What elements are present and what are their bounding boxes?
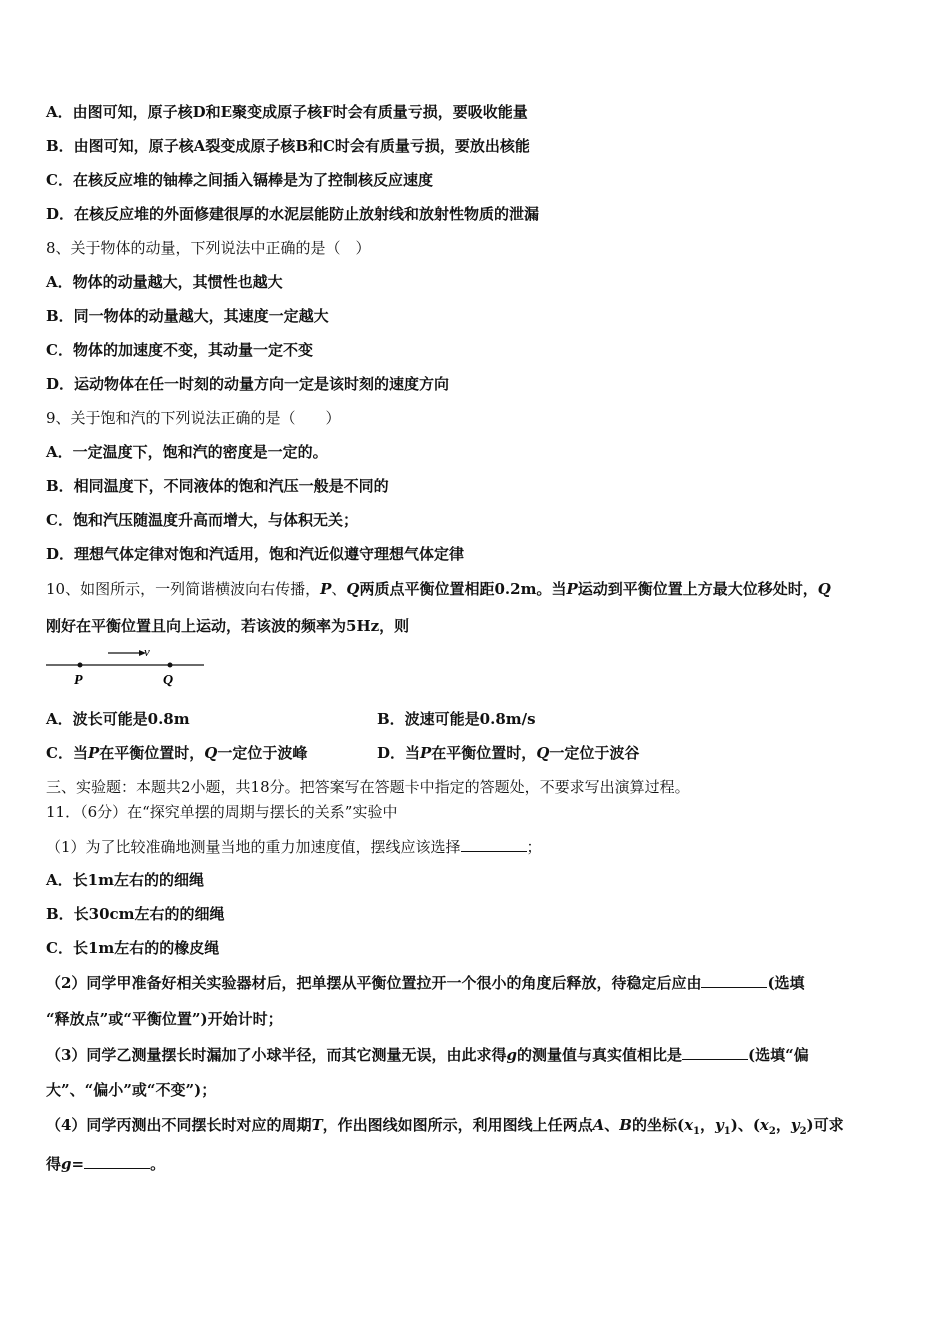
- q10-c-part3: 一定位于波峰: [217, 744, 308, 762]
- point-q-label: Q: [163, 673, 174, 688]
- q11-part1-end: ；: [526, 838, 542, 856]
- section-3-heading: 三、实验题：本题共2小题，共18分。把答案写在答题卡中指定的答题处，不要求写出演算过程。: [46, 778, 690, 796]
- q11-g-symbol: g: [506, 1046, 517, 1064]
- q11-x2-sub: 2: [768, 1126, 776, 1137]
- q11-point-a: A: [592, 1116, 605, 1134]
- q10-d-part1: D．当: [377, 744, 421, 762]
- q10-d-part2: 在平衡位置时，: [431, 744, 537, 762]
- q11-part3-choice: (选填“偏: [747, 1046, 809, 1064]
- q11-y1-sub: 1: [723, 1126, 731, 1137]
- q10-option-b: B．波速可能是0.8m/s: [377, 710, 536, 728]
- q7-option-d: D．在核反应堆的外面修建很厚的水泥层能防止放射线和放射性物质的泄漏: [46, 205, 540, 223]
- q11-option-a: A．长1m左右的的细绳: [46, 871, 204, 889]
- q10-p-label: P: [320, 580, 332, 598]
- q11-x1: x: [684, 1116, 694, 1134]
- answer-blank-3: [682, 1043, 748, 1060]
- q11-x2: x: [759, 1116, 769, 1134]
- point-p-dot: [78, 663, 83, 668]
- q10-d-part3: 一定位于波谷: [549, 744, 640, 762]
- q11-part4-text3: 的坐标(: [631, 1116, 685, 1134]
- q10-stem-line2: 刚好在平衡位置且向上运动，若该波的频率为5Hz，则: [46, 617, 410, 635]
- q11-y1: y: [715, 1116, 724, 1134]
- q10-c-part1: C．当: [46, 744, 88, 762]
- q10-stem-part1: 10、如图所示，一列简谐横波向右传播，: [46, 580, 321, 598]
- q11-point-b: B: [619, 1116, 632, 1134]
- q9-option-d: D．理想气体定律对饱和汽适用，饱和汽近似遵守理想气体定律: [46, 545, 465, 563]
- q11-comma-1: ，: [700, 1116, 716, 1134]
- q9-option-c: C．饱和汽压随温度升高而增大，与体积无关；: [46, 511, 358, 529]
- q11-dun: 、: [604, 1116, 620, 1134]
- q10-d-q: Q: [536, 744, 550, 762]
- q8-option-d: D．运动物体在任一时刻的动量方向一定是该时刻的速度方向: [46, 375, 450, 393]
- q9-stem: 9、关于饱和汽的下列说法正确的是（ ）: [46, 409, 341, 427]
- q8-option-a: A．物体的动量越大，其惯性也越大: [46, 273, 283, 291]
- q7-option-c: C．在核反应堆的铀棒之间插入镉棒是为了控制核反应速度: [46, 171, 433, 189]
- q7-option-a: A．由图可知，原子核D和E聚变成原子核F时会有质量亏损，要吸收能量: [46, 103, 528, 121]
- q11-g-equals: g=: [61, 1155, 85, 1173]
- q10-q-label-2: Q: [817, 580, 831, 598]
- point-q-dot: [168, 663, 173, 668]
- q11-part1: [46, 835, 542, 858]
- q9-option-a: A．一定温度下，饱和汽的密度是一定的。: [46, 443, 328, 461]
- q11-part2-line1: [46, 971, 805, 994]
- q11-part4-text4: )、(: [730, 1116, 760, 1134]
- q11-y2-sub: 2: [799, 1126, 807, 1137]
- q10-dun: 、: [331, 580, 347, 598]
- q10-stem-line1: [46, 578, 831, 600]
- q11-part4-end: 。: [150, 1155, 166, 1173]
- wave-diagram: [44, 644, 214, 688]
- q10-option-c: [46, 742, 307, 764]
- q11-y2: y: [790, 1116, 800, 1134]
- q9-option-b: B．相同温度下，不同液体的饱和汽压一般是不同的: [46, 477, 389, 495]
- q10-c-part2: 在平衡位置时，: [99, 744, 205, 762]
- q11-part2-line2: “释放点”或“平衡位置”)开始计时；: [46, 1010, 283, 1028]
- q11-option-b: B．长30cm左右的的细绳: [46, 905, 225, 923]
- q8-option-b: B．同一物体的动量越大，其速度一定越大: [46, 307, 329, 325]
- q10-option-a: A．波长可能是0.8m: [46, 710, 190, 728]
- q11-part4-line1: [46, 1114, 844, 1143]
- q11-part4-text2: ，作出图线如图所示，利用图线上任两点: [322, 1116, 593, 1134]
- answer-blank-4: [84, 1152, 150, 1169]
- q10-stem-part3: 运动到平衡位置上方最大位移处时，: [577, 580, 818, 598]
- answer-blank-1: [461, 835, 527, 852]
- q11-part3-line2: 大”、“偏小”或“不变”)；: [46, 1081, 217, 1099]
- q11-part4-line2: [46, 1152, 165, 1175]
- q10-d-p: P: [420, 744, 432, 762]
- q10-stem-part2: 两质点平衡位置相距0.2m。当: [359, 580, 567, 598]
- q11-part2-text: （2）同学甲准备好相关实验器材后，把单摆从平衡位置拉开一个很小的角度后释放，待稳定后应由: [46, 974, 702, 992]
- q10-q-label: Q: [346, 580, 360, 598]
- q11-part2-choice: (选填: [767, 974, 805, 992]
- q8-option-c: C．物体的加速度不变，其动量一定不变: [46, 341, 313, 359]
- velocity-label: v: [144, 644, 150, 659]
- q11-stem: 11．（6分）在“探究单摆的周期与摆长的关系”实验中: [46, 803, 398, 821]
- q11-x1-sub: 1: [693, 1126, 701, 1137]
- point-p-label: P: [74, 673, 83, 688]
- q11-part4-text5: )可求: [806, 1116, 844, 1134]
- q11-part3-text: （3）同学乙测量摆长时漏加了小球半径，而其它测量无误，由此求得: [46, 1046, 507, 1064]
- q11-part3-text2: 的测量值与真实值相比是: [516, 1046, 682, 1064]
- q11-comma-2: ，: [775, 1116, 791, 1134]
- q7-option-b: B．由图可知，原子核A裂变成原子核B和C时会有质量亏损，要放出核能: [46, 137, 530, 155]
- q11-part1-text: （1）为了比较准确地测量当地的重力加速度值，摆线应该选择: [46, 838, 461, 856]
- q10-c-p: P: [87, 744, 100, 762]
- answer-blank-2: [701, 971, 767, 988]
- q11-part4-text: （4）同学丙测出不同摆长时对应的周期: [46, 1116, 312, 1134]
- q11-t-symbol: T: [311, 1116, 323, 1134]
- q10-p-label-2: P: [566, 580, 578, 598]
- q10-option-d: [377, 742, 639, 764]
- q11-option-c: C．长1m左右的的橡皮绳: [46, 939, 220, 957]
- q11-part3-line1: [46, 1043, 809, 1066]
- q11-part4-text6: 得: [46, 1155, 62, 1173]
- q10-c-q: Q: [204, 744, 218, 762]
- q8-stem: 8、关于物体的动量，下列说法中正确的是（ ）: [46, 239, 371, 257]
